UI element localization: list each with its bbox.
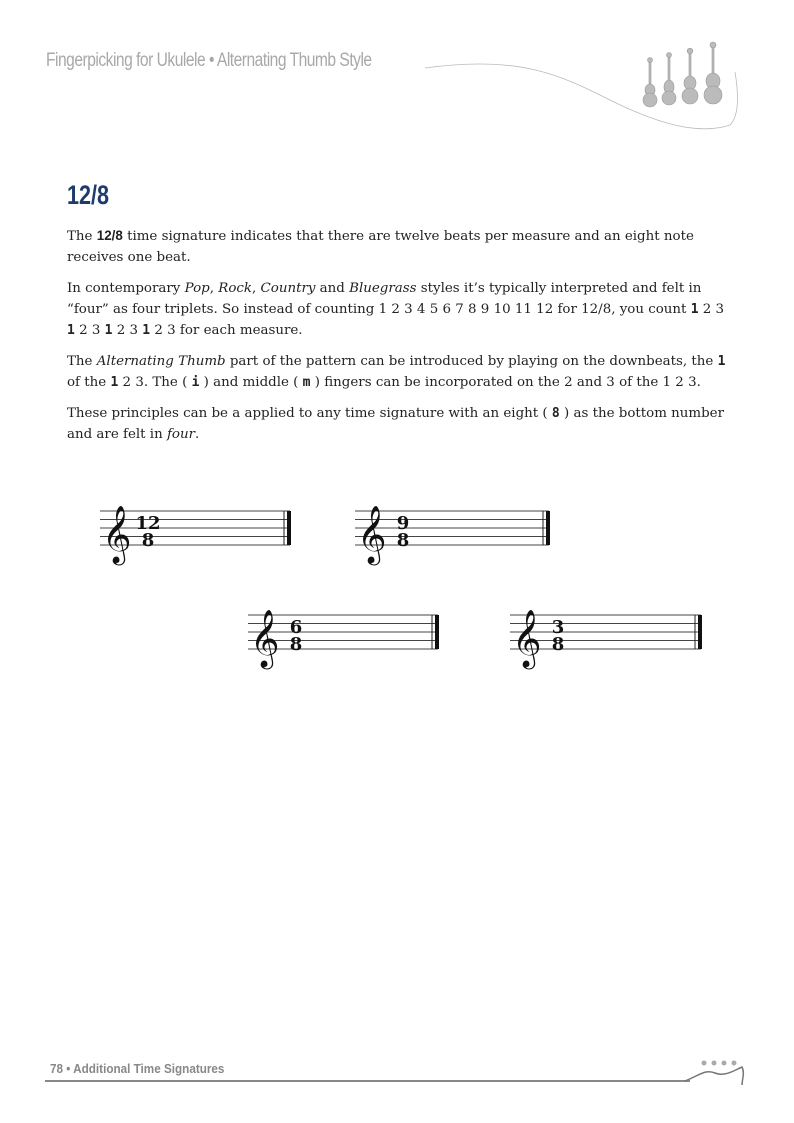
running-header: Fingerpicking for Ukulele • Alternating Thumb Style <box>46 50 372 71</box>
paragraph-1: The 12/8 time signature indicates that there are twelve beats per measure and an eight note receives one beat. <box>67 228 694 265</box>
time-signature-bottom: 8 <box>141 530 155 551</box>
time-signature-top: 3 <box>551 617 565 638</box>
barline-thick <box>546 511 550 545</box>
treble-clef-icon: 𝄞 <box>250 609 280 667</box>
time-signature-bottom: 8 <box>289 634 303 655</box>
treble-clef-icon: 𝄞 <box>102 505 132 563</box>
time-signature-bottom: 8 <box>396 530 410 551</box>
time-signature-bottom: 8 <box>551 634 565 655</box>
time-signature-top: 12 <box>135 513 161 534</box>
ukulele-icons <box>643 42 722 107</box>
section-title: 12/8 <box>67 180 110 210</box>
treble-clef-icon: 𝄞 <box>512 609 542 667</box>
paragraph-2: In contemporary Pop, Rock, Country and Bluegrass styles it’s typically interpreted and felt in “four” as four triplets. So instead of counting 1 2 3 4 5 6 7 8 9 10 11 12 for 12/8, you count 1 2 3 1 2 3 1 2 3 1 2 3 for each measure. <box>67 281 725 338</box>
music-staff <box>510 597 708 681</box>
paragraph-3: The Alternating Thumb part of the pattern can be introduced by playing on the downbeats, the 1 of the 1 2 3. The ( i ) and middle ( m ) fingers can be incorporated on the 2 and 3 of the 1 2 3. <box>67 354 726 390</box>
header-decoration <box>0 0 794 140</box>
footer-text: 78 • Additional Time Signatures <box>50 1061 225 1076</box>
music-staff <box>248 597 445 681</box>
body-text <box>67 225 732 455</box>
footer-decoration <box>0 1055 794 1095</box>
music-staff <box>355 493 556 577</box>
time-signature-top: 9 <box>396 513 410 534</box>
music-staff <box>100 493 297 577</box>
barline-thick <box>698 615 702 649</box>
time-signature-top: 6 <box>289 617 303 638</box>
treble-clef-icon: 𝄞 <box>357 505 387 563</box>
paragraph-4: These principles can be a applied to any time signature with an eight ( 8 ) as the bottom number and are felt in four. <box>67 406 725 442</box>
barline-thick <box>435 615 439 649</box>
barline-thick <box>287 511 291 545</box>
